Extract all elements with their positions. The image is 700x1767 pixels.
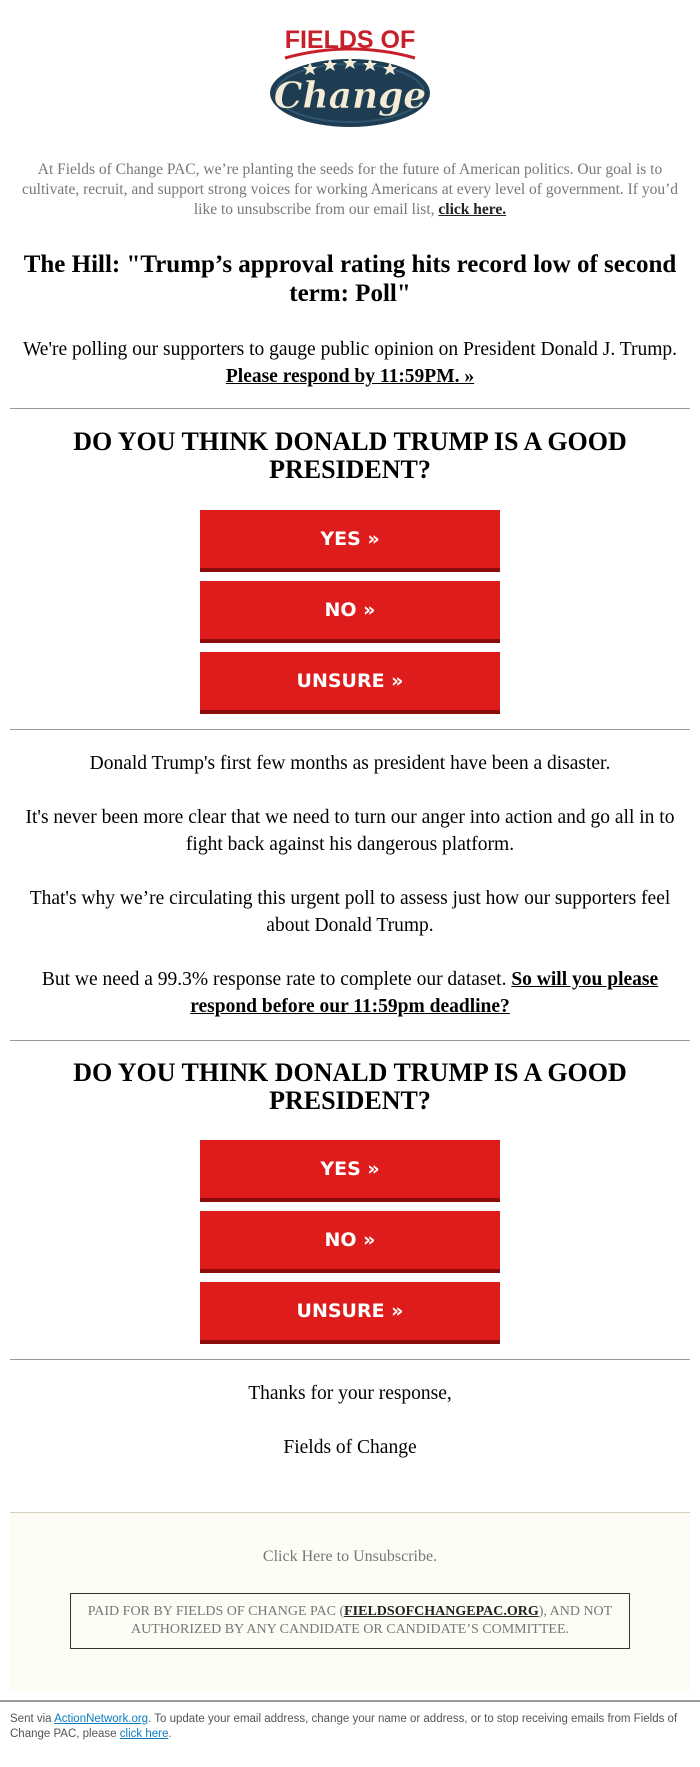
unsubscribe-link[interactable]: Click Here to Unsubscribe. [262,1548,438,1565]
divider [10,1040,690,1041]
unsure-button-2[interactable]: UNSURE » [200,1282,500,1344]
pac-website-link[interactable]: FIELDSOFCHANGEPAC.ORG [344,1604,539,1619]
closing-signature: Fields of Change [283,1437,417,1458]
body-paragraph-1: Donald Trump's first few months as president have been a disaster. [89,753,611,774]
respond-link[interactable]: Please respond by 11:59PM. » [225,366,475,387]
closing-thanks: Thanks for your response, [248,1383,452,1404]
divider [10,408,690,409]
logo-line1: FIELDS OF [284,26,416,54]
sent-via-pre: Sent via [10,1713,52,1725]
unsubscribe-link-top[interactable]: click here. [438,201,507,218]
sent-via-mid: . To update your email address, change your name or address, or to stop receiving emails from Fields of Change PAC, please [10,1713,678,1740]
intro-body: At Fields of Change PAC, we’re planting the seeds for the future of American politics. Our goal is to cultivate, recruit, and support strong voices for working Americans at every level of government. If you’d like to unsubscribe from our email list, [22,161,678,218]
poll-intro [10,336,690,390]
deadline-link[interactable]: So will you please respond before our 11:59pm deadline? [190,969,659,1017]
logo-line2: Change [273,75,427,117]
divider [10,729,690,730]
yes-button-2[interactable]: YES » [200,1140,500,1202]
body-paragraph-4-text: But we need a 99.3% response rate to complete our dataset. [41,969,507,990]
body-paragraph-4 [10,966,690,1020]
body-paragraph-3: That's why we’re circulating this urgent poll to assess just how our supporters feel about Donald Trump. [29,888,671,936]
actionnetwork-link[interactable]: ActionNetwork.org [54,1713,149,1725]
poll-intro-text: We're polling our supporters to gauge public opinion on President Donald J. Trump. [22,339,678,360]
unsure-button-1[interactable]: UNSURE » [200,652,500,714]
footer [10,1512,690,1692]
no-button-1[interactable]: NO » [200,581,500,643]
body-paragraph-2: It's never been more clear that we need to turn our anger into action and go all in to fight back against his dangerous platform. [25,807,675,855]
paid-for-disclaimer [70,1593,630,1649]
no-button-2[interactable]: NO » [200,1211,500,1273]
paid-for-pre: PAID FOR BY FIELDS OF CHANGE PAC ( [87,1604,345,1619]
yes-button-1[interactable]: YES » [200,510,500,572]
paid-for-post: ), AND NOT AUTHORIZED BY ANY CANDIDATE OR CANDIDATE’S COMMITTEE. [131,1604,613,1637]
sent-via-footer [0,1700,700,1742]
intro-text [10,160,690,220]
fields-of-change-logo [255,18,445,130]
poll-question-2: DO YOU THINK DONALD TRUMP IS A GOOD PRESIDENT? [73,1058,627,1115]
logo[interactable] [0,0,700,140]
manage-subscription-link[interactable]: click here [119,1728,169,1740]
body-copy [10,750,690,1047]
sent-via-post: . [168,1728,172,1740]
poll-question-1: DO YOU THINK DONALD TRUMP IS A GOOD PRESIDENT? [73,427,627,484]
divider [10,1359,690,1360]
headline: The Hill: "Trump’s approval rating hits record low of second term: Poll" [23,251,677,307]
